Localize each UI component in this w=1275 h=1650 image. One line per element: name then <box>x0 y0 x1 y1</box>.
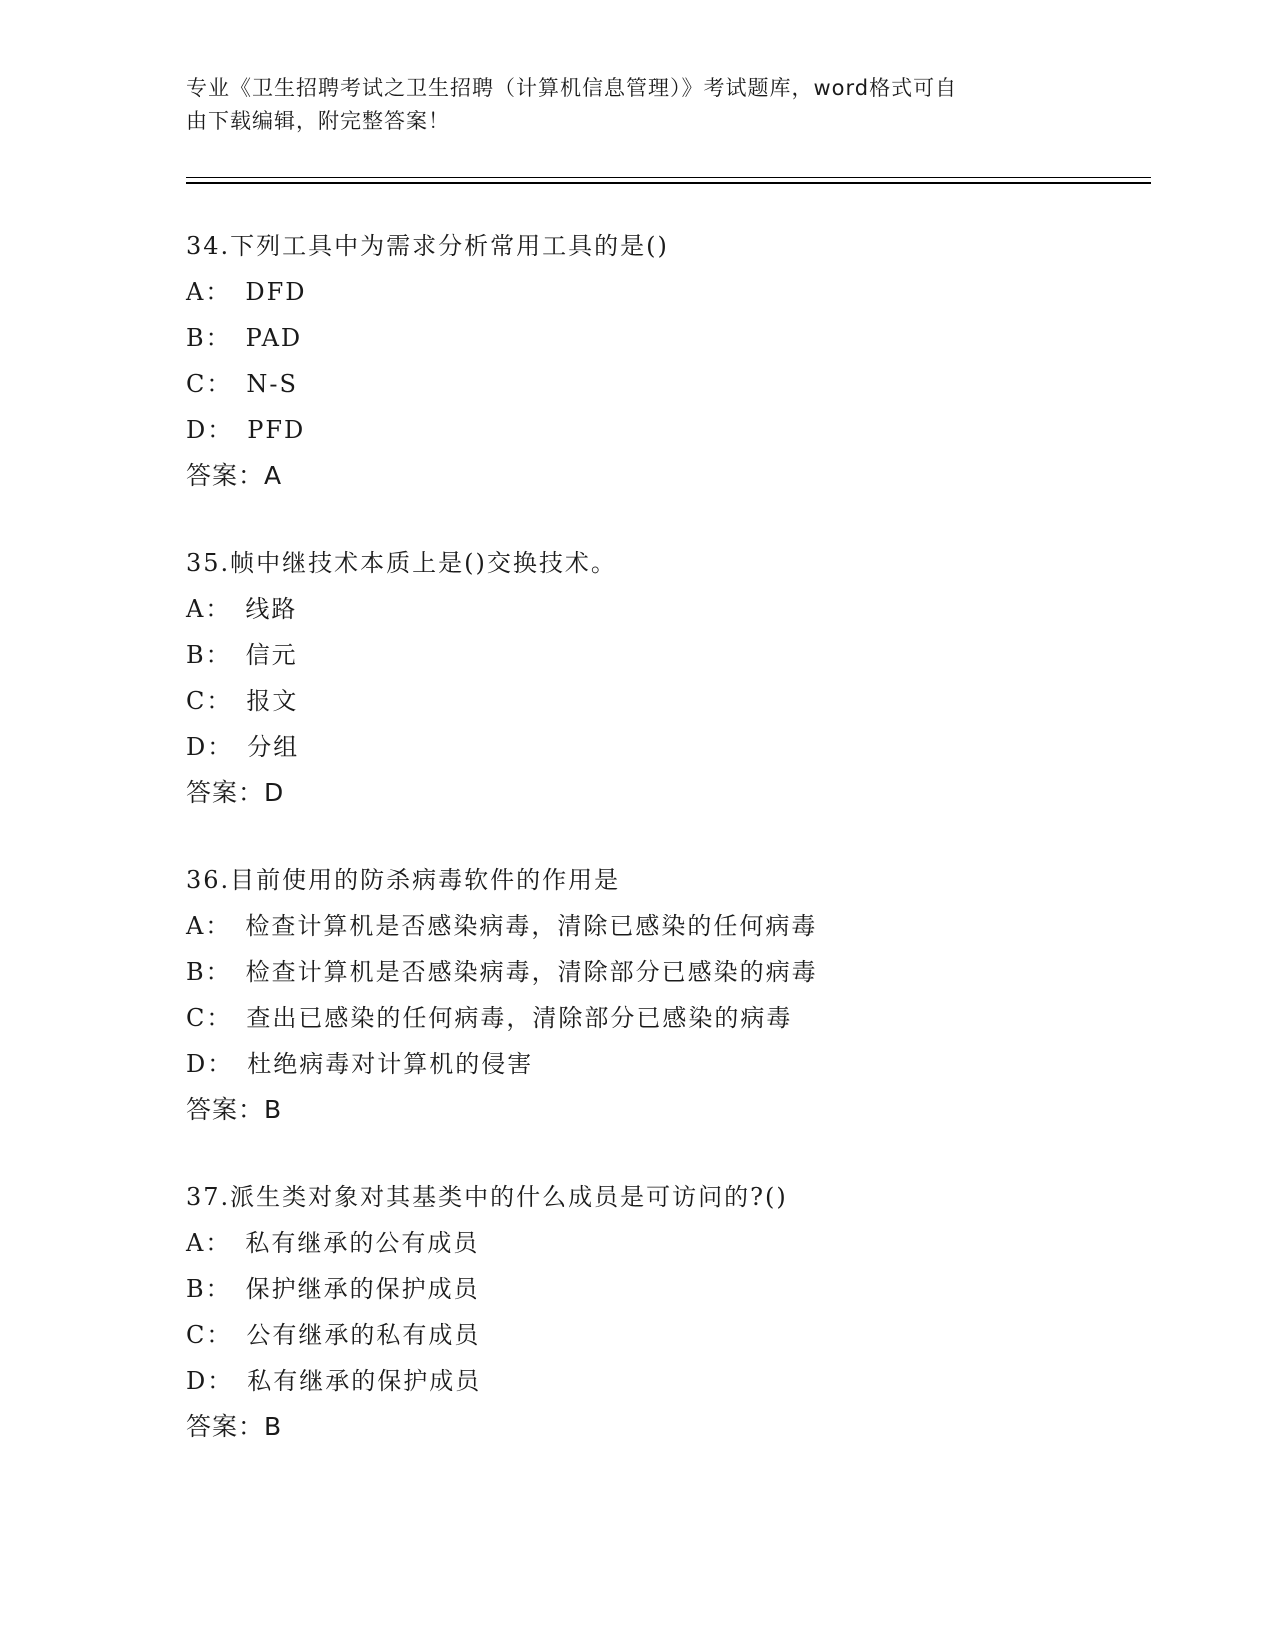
question-block <box>186 223 1186 499</box>
question-text: 35.帧中继技术本质上是()交换技术。 <box>186 549 617 577</box>
option-value: 信元 <box>245 641 298 669</box>
option-label: A： <box>186 278 232 306</box>
option-value: PFD <box>247 416 306 444</box>
option-value: PAD <box>245 324 303 352</box>
option-d <box>186 724 1186 770</box>
question-text: 37.派生类对象对其基类中的什么成员是可访问的?() <box>186 1183 788 1211</box>
option-value: 私有继承的公有成员 <box>245 1229 480 1257</box>
header-line-1: 专业《卫生招聘考试之卫生招聘（计算机信息管理）》考试题库，word格式可自 <box>186 76 958 100</box>
question-text: 36.目前使用的防杀病毒软件的作用是 <box>186 866 621 894</box>
option-value: 分组 <box>247 733 300 761</box>
answer-text: 答案：A <box>186 461 283 490</box>
option-b <box>186 315 1186 361</box>
question-block <box>186 540 1186 816</box>
option-d <box>186 1041 1186 1087</box>
option-a <box>186 1220 1186 1266</box>
question-block <box>186 857 1186 1133</box>
option-label: A： <box>186 912 232 940</box>
option-c <box>186 1312 1186 1358</box>
option-b <box>186 632 1186 678</box>
question-block <box>186 1174 1186 1450</box>
option-c <box>186 678 1186 724</box>
option-label: D： <box>186 733 234 761</box>
option-b <box>186 1266 1186 1312</box>
option-value: 检查计算机是否感染病毒，清除已感染的任何病毒 <box>245 912 818 940</box>
option-value: 报文 <box>246 687 299 715</box>
option-label: A： <box>186 595 232 623</box>
option-a <box>186 586 1186 632</box>
option-label: C： <box>186 370 233 398</box>
option-value: 私有继承的保护成员 <box>247 1367 482 1395</box>
option-d <box>186 1358 1186 1404</box>
option-label: D： <box>186 1367 234 1395</box>
option-a <box>186 269 1186 315</box>
option-label: C： <box>186 1004 233 1032</box>
option-label: B： <box>186 1275 232 1303</box>
header-line-2: 由下载编辑，附完整答案！ <box>186 109 450 133</box>
option-b <box>186 949 1186 995</box>
option-label: C： <box>186 687 233 715</box>
answer-text: 答案：B <box>186 1095 283 1124</box>
option-value: 保护继承的保护成员 <box>245 1275 480 1303</box>
option-value: 查出已感染的任何病毒，清除部分已感染的病毒 <box>246 1004 793 1032</box>
document-header <box>186 72 1066 138</box>
option-label: D： <box>186 1050 234 1078</box>
answer-text: 答案：D <box>186 778 285 807</box>
option-label: B： <box>186 324 232 352</box>
option-a <box>186 903 1186 949</box>
option-c <box>186 361 1186 407</box>
option-label: B： <box>186 641 232 669</box>
option-c <box>186 995 1186 1041</box>
option-value: N-S <box>246 370 298 398</box>
question-text: 34.下列工具中为需求分析常用工具的是() <box>186 232 669 260</box>
option-value: DFD <box>245 278 307 306</box>
header-divider-thick <box>186 182 1151 184</box>
option-label: C： <box>186 1321 233 1349</box>
option-label: D： <box>186 416 234 444</box>
header-divider-thin <box>186 177 1151 178</box>
option-label: A： <box>186 1229 232 1257</box>
option-value: 公有继承的私有成员 <box>246 1321 481 1349</box>
option-value: 检查计算机是否感染病毒，清除部分已感染的病毒 <box>245 958 818 986</box>
option-value: 线路 <box>245 595 298 623</box>
option-value: 杜绝病毒对计算机的侵害 <box>247 1050 534 1078</box>
answer-text: 答案：B <box>186 1412 283 1441</box>
option-label: B： <box>186 958 232 986</box>
option-d <box>186 407 1186 453</box>
